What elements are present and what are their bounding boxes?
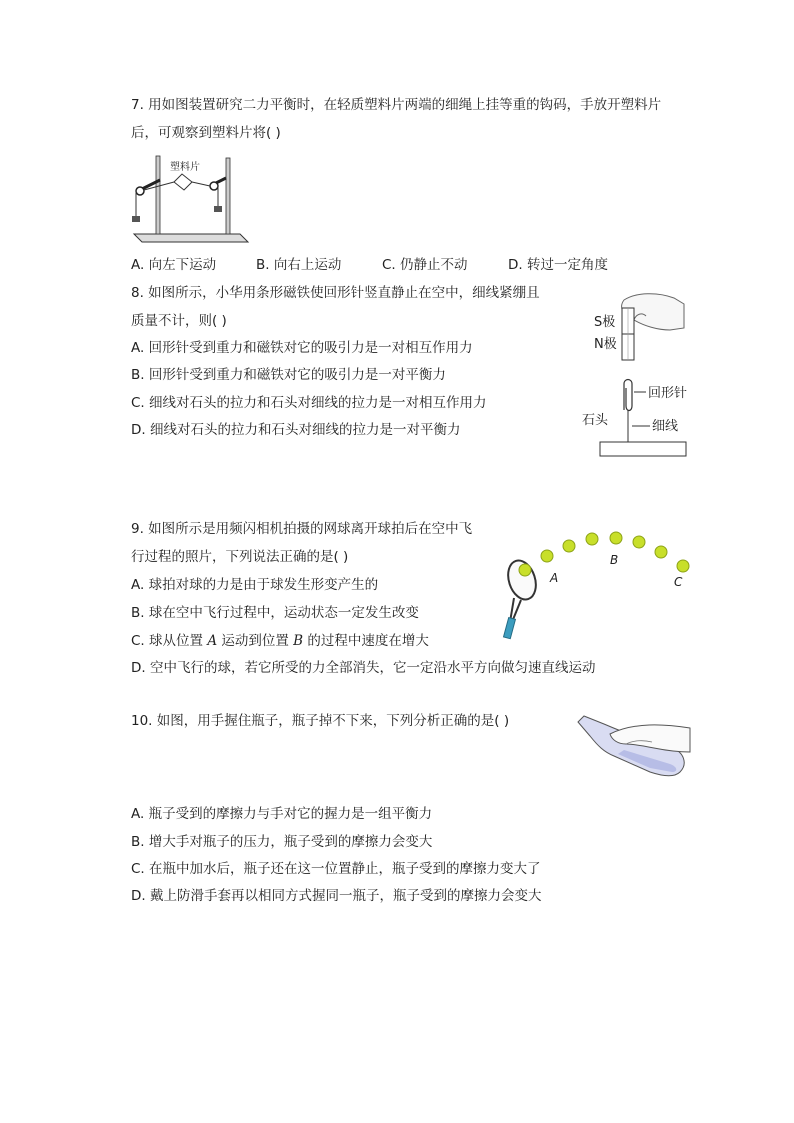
q9-option-a: A. 球拍对球的力是由于球发生形变产生的 (131, 577, 379, 593)
q10-option-c: C. 在瓶中加水后，瓶子还在这一位置静止，瓶子受到的摩擦力变大了 (131, 861, 541, 877)
q7-option-c: C. 仍静止不动 (382, 257, 468, 273)
q7-stem-line2: 后，可观察到塑料片将( ) (131, 125, 281, 141)
q8-option-c: C. 细线对石头的拉力和石头对细线的拉力是一对相互作用力 (131, 395, 487, 411)
q10-hand-bottle-figure (574, 712, 694, 780)
q9-option-b: B. 球在空中飞行过程中，运动状态一定发生改变 (131, 605, 419, 621)
q9-option-c-point-b: B (293, 633, 304, 649)
q9-tennis-flight-figure (494, 522, 694, 642)
q7-figure-label: 塑料片 (170, 162, 200, 173)
q10-option-b: B. 增大手对瓶子的压力，瓶子受到的摩擦力会变大 (131, 834, 433, 850)
q9-option-c-text-3: 的过程中速度在增大 (303, 633, 429, 649)
q10-option-d: D. 戴上防滑手套再以相同方式握同一瓶子，瓶子受到的摩擦力会变大 (131, 888, 542, 904)
q7-option-b: B. 向右上运动 (256, 257, 342, 273)
q9-stem-line2: 行过程的照片，下列说法正确的是( ) (131, 549, 349, 565)
q7-option-d: D. 转过一定角度 (508, 257, 608, 273)
q8-stone-label: 石头 (582, 413, 609, 428)
q8-option-a: A. 回形针受到重力和磁铁对它的吸引力是一对相互作用力 (131, 340, 473, 356)
q10-stem: 10. 如图，用手握住瓶子，瓶子掉不下来，下列分析正确的是( ) (131, 713, 510, 729)
q8-stem-line2: 质量不计，则( ) (131, 313, 227, 329)
q7-option-a: A. 向左下运动 (131, 257, 217, 273)
q9-option-c-point-a: A (207, 633, 218, 649)
q10-option-a: A. 瓶子受到的摩擦力与手对它的握力是一组平衡力 (131, 806, 433, 822)
q8-option-d: D. 细线对石头的拉力和石头对细线的拉力是一对平衡力 (131, 422, 461, 438)
q9-stem-line1: 9. 如图所示是用频闪相机拍摄的网球离开球拍后在空中飞 (131, 521, 473, 537)
q8-thread-label: 细线 (652, 419, 679, 434)
q9-option-c (131, 632, 429, 650)
q8-s-pole-label: S极 (594, 315, 616, 330)
q8-option-b: B. 回形针受到重力和磁铁对它的吸引力是一对平衡力 (131, 367, 446, 383)
q9-point-a-label: A (550, 571, 559, 585)
q9-option-c-text-2: 运动到位置 (217, 633, 294, 649)
q8-paperclip-label: 回形针 (648, 386, 688, 401)
q8-n-pole-label: N极 (594, 337, 617, 352)
q8-stem-line1: 8. 如图所示，小华用条形磁铁使回形针竖直静止在空中，细线紧绷且 (131, 285, 540, 301)
q8-magnet-paperclip-figure (580, 286, 692, 462)
q9-point-c-label: C (674, 575, 683, 589)
q9-option-d: D. 空中飞行的球，若它所受的力全部消失，它一定沿水平方向做匀速直线运动 (131, 660, 596, 676)
q7-stem-line1: 7. 用如图装置研究二力平衡时，在轻质塑料片两端的细绳上挂等重的钩码，手放开塑料片 (131, 97, 662, 113)
q9-option-c-text-1: C. 球从位置 (131, 633, 208, 649)
q7-balance-apparatus-figure (130, 150, 250, 246)
q9-point-b-label: B (610, 553, 619, 567)
